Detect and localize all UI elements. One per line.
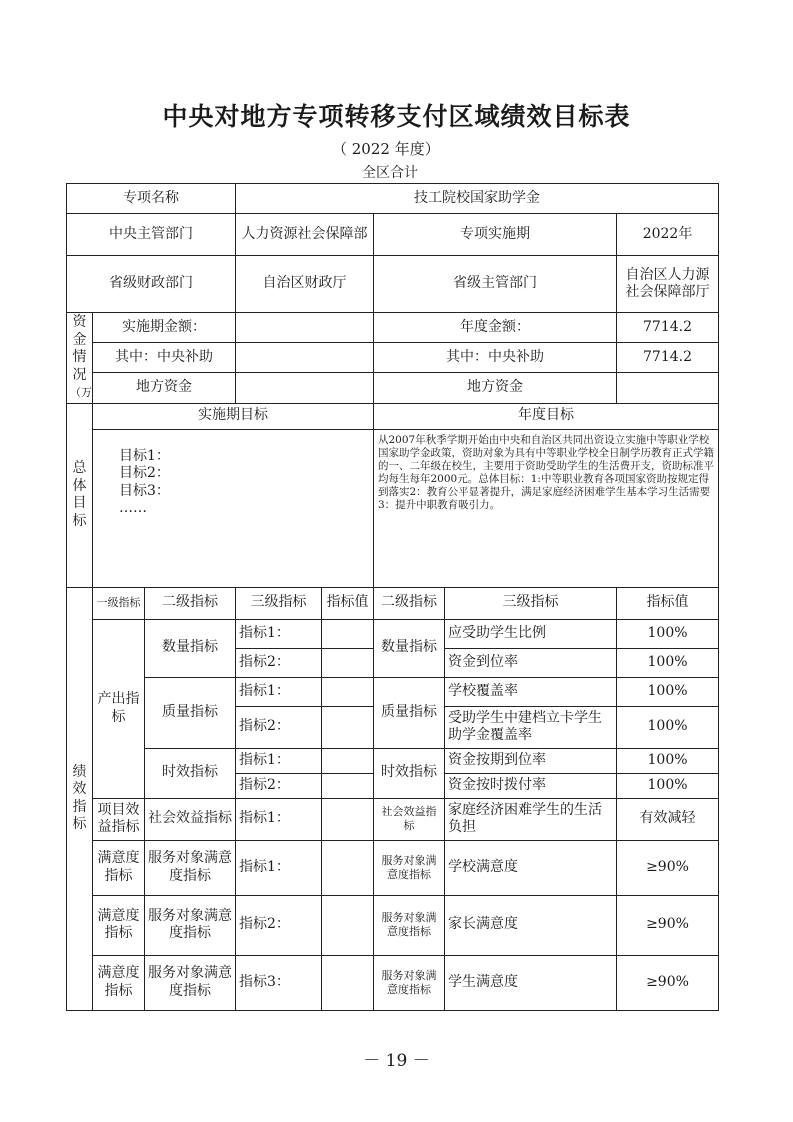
central-subsidy-value-1: [236, 343, 374, 373]
header-value: 指标值: [322, 587, 374, 619]
prov-dept-value: 自治区人力源社会保障部厅: [617, 256, 719, 313]
output-label: 产出指标: [93, 619, 145, 798]
quality-v2: [322, 706, 374, 748]
period-goal-more: ……: [119, 500, 147, 516]
timeliness-r1-name: 资金按期到位率: [445, 748, 617, 773]
satisfaction-l2-3: 服务对象满意度指标: [145, 955, 236, 1010]
scope-label: 全区合计: [362, 165, 418, 181]
prov-finance-label: 省级财政部门: [67, 256, 236, 313]
satisfaction-l2b-2: 服务对象满意度指标: [374, 895, 445, 955]
quantity-r1-value: 100%: [617, 619, 719, 648]
header-level1: 一级指标: [93, 587, 145, 619]
central-dept-value: 人力资源社会保障部: [236, 214, 374, 256]
satisfaction-name-2: 家长满意度: [445, 895, 617, 955]
page-number: － 19 －: [363, 1051, 430, 1071]
central-subsidy-value-2: 7714.2: [617, 343, 719, 373]
period-goal-3: 目标3：: [119, 482, 170, 499]
benefit-v1: [322, 798, 374, 840]
period-goal-header: 实施期目标: [93, 403, 374, 429]
quantity-i2: 指标2：: [236, 648, 322, 677]
satisfaction-name-1: 学校满意度: [445, 840, 617, 895]
satisfaction-l1-3: 满意度指标: [93, 955, 145, 1010]
satisfaction-l2b-3: 服务对象满意度指标: [374, 955, 445, 1010]
period-amount-label: 实施期金额：: [93, 313, 236, 343]
central-dept-label: 中央主管部门: [67, 214, 236, 256]
header-level3b: 三级指标: [445, 587, 617, 619]
funds-side-text: 资金情况: [72, 314, 87, 383]
satisfaction-l2-1: 服务对象满意度指标: [145, 840, 236, 895]
quantity-l2b: 数量指标: [374, 619, 445, 677]
quality-i1: 指标1：: [236, 677, 322, 706]
local-funds-label-1: 地方资金: [93, 373, 236, 403]
satisfaction-row-3: [67, 955, 719, 1010]
prov-dept-label: 省级主管部门: [374, 256, 617, 313]
satisfaction-v-2: [322, 895, 374, 955]
quality-v1: [322, 677, 374, 706]
timeliness-v2: [322, 773, 374, 798]
header-valueb: 指标值: [617, 587, 719, 619]
annual-goal-text: 从2007年秋季学期开始由中央和自治区共同出资设立实施中等职业学校国家助学金政策，资助对象为具有中等职业学校全日制学历教育正式学籍的一、二年级在校生，主要用于资助受助学生的生活费开支，资助标准平均每生每年2000元。总体目标：1:中等职业教育各项国家资助按规定得到落实2：教育公平显著提升，满足家庭经济困难学生基本学习生活需要 3：提升中职教育吸引力。: [374, 429, 719, 587]
timeliness-r1-value: 100%: [617, 748, 719, 773]
satisfaction-l2b-1: 服务对象满意度指标: [374, 840, 445, 895]
benefit-value: 有效减轻: [617, 798, 719, 840]
satisfaction-row-1: [67, 840, 719, 895]
quality-row-1: [67, 677, 719, 706]
period-amount-value: [236, 313, 374, 343]
header-level3: 三级指标: [236, 587, 322, 619]
benefit-l2b: 社会效益指标: [374, 798, 445, 840]
benefit-row: [67, 798, 719, 840]
quantity-r2-name: 资金到位率: [445, 648, 617, 677]
central-subsidy-label-2: 其中：中央补助: [374, 343, 617, 373]
satisfaction-i-2: 指标2：: [236, 895, 322, 955]
period-goal-1: 目标1：: [119, 447, 170, 464]
prov-finance-value: 自治区财政厅: [236, 256, 374, 313]
funds-side-label: [67, 313, 93, 404]
timeliness-i2: 指标2：: [236, 773, 322, 798]
benefit-name: 家庭经济困难学生的生活负担: [445, 798, 617, 840]
funds-row-1: [67, 313, 719, 343]
timeliness-l2: 时效指标: [145, 748, 236, 798]
period-goals: [93, 429, 374, 587]
year-line: （ 2022 年度）: [332, 140, 440, 158]
satisfaction-v-1: [322, 840, 374, 895]
header-level2b: 二级指标: [374, 587, 445, 619]
quality-r2-value: 100%: [617, 706, 719, 748]
annual-amount-label: 年度金额：: [374, 313, 617, 343]
timeliness-row-1: [67, 748, 719, 773]
quantity-r2-value: 100%: [617, 648, 719, 677]
satisfaction-l1-1: 满意度指标: [93, 840, 145, 895]
quantity-l2: 数量指标: [145, 619, 236, 677]
quantity-row-1: [67, 619, 719, 648]
annual-amount-value: 7714.2: [617, 313, 719, 343]
annual-goal-header: 年度目标: [374, 403, 719, 429]
quality-r2-name: 受助学生中建档立卡学生助学金覆盖率: [445, 706, 617, 748]
goals-body-row: [67, 429, 719, 587]
local-funds-value-1: [236, 373, 374, 403]
satisfaction-l1-2: 满意度指标: [93, 895, 145, 955]
funds-row-2: [67, 343, 719, 373]
satisfaction-v-3: [322, 955, 374, 1010]
satisfaction-l2-2: 服务对象满意度指标: [145, 895, 236, 955]
quantity-v2: [322, 648, 374, 677]
period-label: 专项实施期: [374, 214, 617, 256]
satisfaction-value-1: ≥90%: [617, 840, 719, 895]
satisfaction-row-2: [67, 895, 719, 955]
quality-l2: 质量指标: [145, 677, 236, 748]
satisfaction-i-3: 指标3：: [236, 955, 322, 1010]
indicator-header-row: [67, 587, 719, 619]
quantity-r1-name: 应受助学生比例: [445, 619, 617, 648]
satisfaction-name-3: 学生满意度: [445, 955, 617, 1010]
timeliness-v1: [322, 748, 374, 773]
timeliness-r2-value: 100%: [617, 773, 719, 798]
performance-target-table: [66, 183, 719, 1011]
prov-dept-row: [67, 256, 719, 313]
goals-header-row: [67, 403, 719, 429]
period-goal-2: 目标2：: [119, 465, 170, 481]
project-name-label: 专项名称: [67, 184, 236, 214]
funds-row-3: [67, 373, 719, 403]
satisfaction-value-2: ≥90%: [617, 895, 719, 955]
local-funds-value-2: [617, 373, 719, 403]
timeliness-i1: 指标1：: [236, 748, 322, 773]
goals-side-label: 总体目标: [67, 403, 93, 587]
central-dept-row: [67, 214, 719, 256]
quantity-v1: [322, 619, 374, 648]
project-name-row: [67, 184, 719, 214]
project-name-value: 技工院校国家助学金: [236, 184, 719, 214]
period-value: 2022年: [617, 214, 719, 256]
header-level2: 二级指标: [145, 587, 236, 619]
benefit-l1: 项目效益指标: [93, 798, 145, 840]
quality-r1-name: 学校覆盖率: [445, 677, 617, 706]
funds-side-unit: （万: [70, 386, 92, 399]
benefit-i1: 指标1：: [236, 798, 322, 840]
quantity-i1: 指标1：: [236, 619, 322, 648]
quality-l2b: 质量指标: [374, 677, 445, 748]
central-subsidy-label-1: 其中：中央补助: [93, 343, 236, 373]
satisfaction-i-1: 指标1：: [236, 840, 322, 895]
local-funds-label-2: 地方资金: [374, 373, 617, 403]
page-title: 中央对地方专项转移支付区域绩效目标表: [162, 102, 631, 131]
timeliness-r2-name: 资金按时拨付率: [445, 773, 617, 798]
indicators-side-label: 绩效指标: [67, 587, 93, 1010]
timeliness-l2b: 时效指标: [374, 748, 445, 798]
quality-i2: 指标2：: [236, 706, 322, 748]
quality-r1-value: 100%: [617, 677, 719, 706]
benefit-l2: 社会效益指标: [145, 798, 236, 840]
satisfaction-value-3: ≥90%: [617, 955, 719, 1010]
